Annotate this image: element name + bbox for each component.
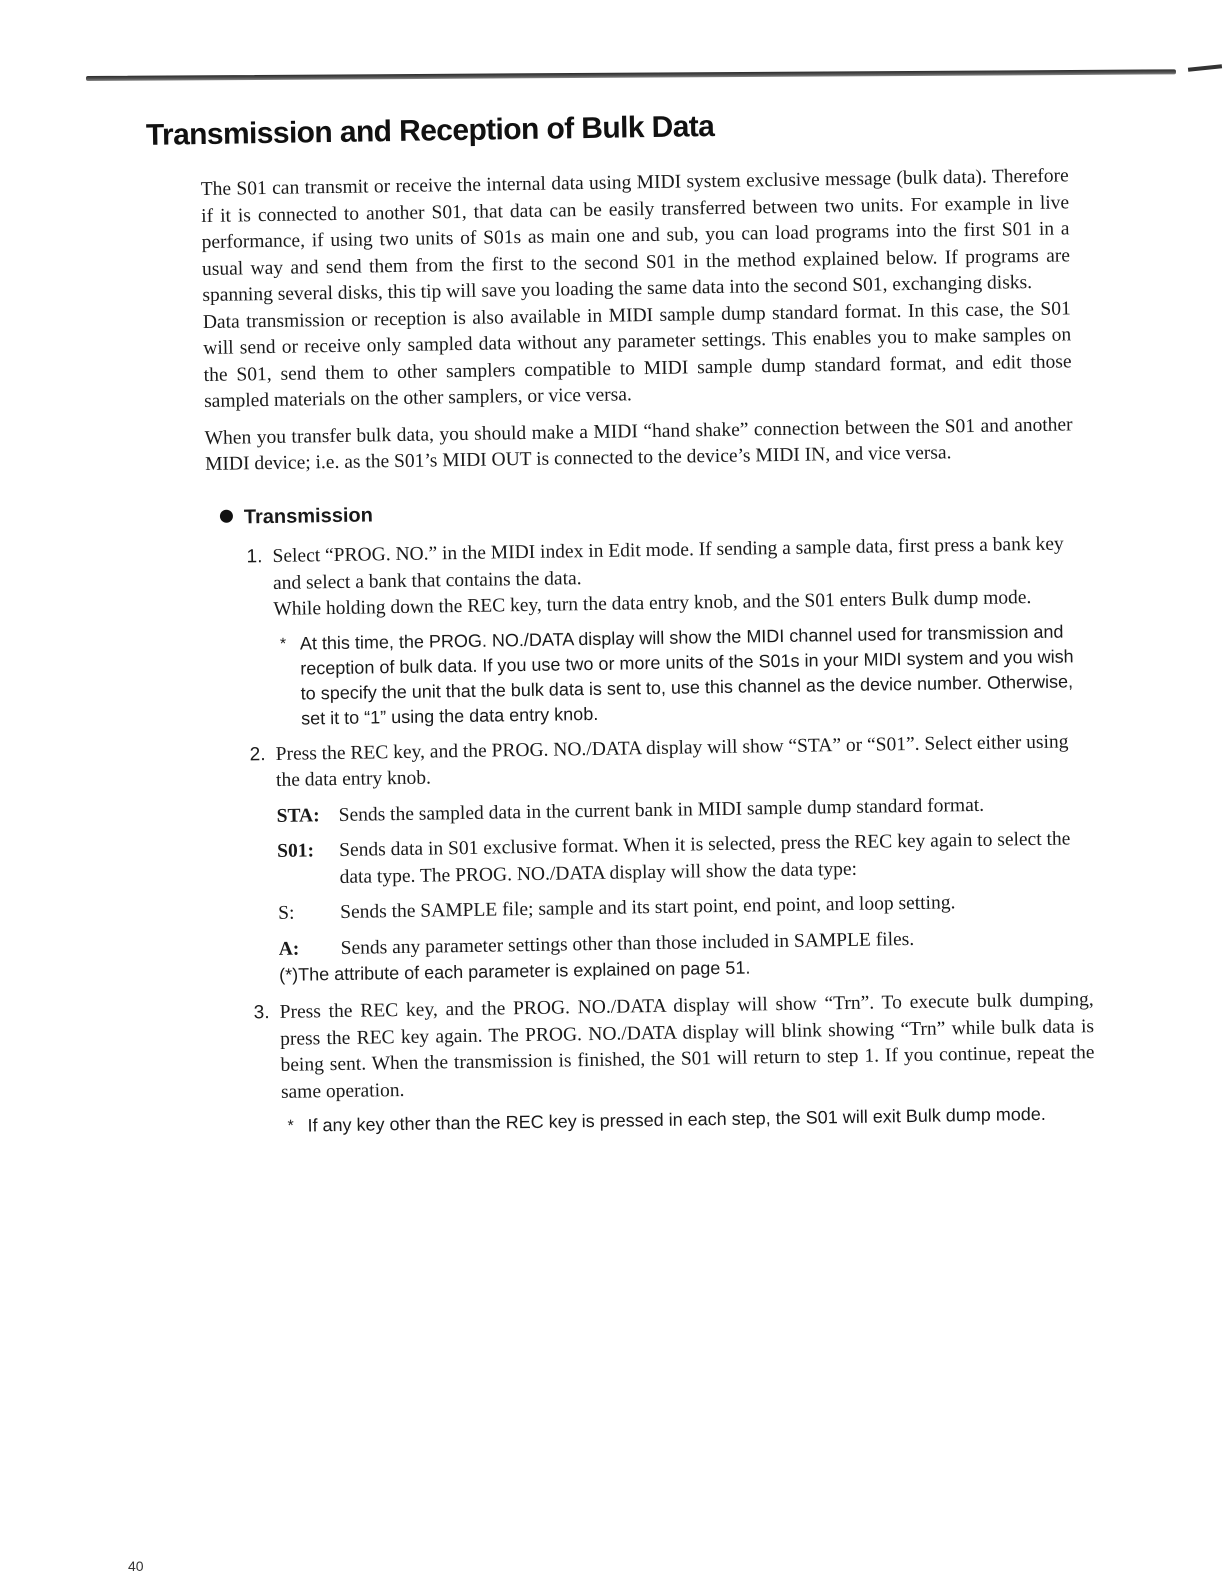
step-1-text-2: While holding down the REC key, turn the data entry knob, and the S01 enters Bulk dump mode. bbox=[273, 587, 1032, 620]
step-number: 2. bbox=[249, 743, 266, 765]
step-number: 3. bbox=[253, 1002, 270, 1024]
definition-item bbox=[278, 888, 1092, 927]
step-1-text: Select “PROG. NO.” in the MIDI index in Edit mode. If sending a sample data, first press a bank key and select a bank that contains the data. bbox=[272, 533, 1064, 594]
definition-desc: Sends the sampled data in the current bank in MIDI sample dump standard format. bbox=[338, 794, 985, 826]
intro-paragraph-1: The S01 can transmit or receive the internal data using MIDI system exclusive message (bulk data). Therefore if it is connected to another S01, that data can be easily transferred between two units. For example in live performance, if using two units of S01s as main one and sub, you can load programs into the first S01 in a usual way and send them from the first to the second S01 in the method explained below. If programs are spanning several disks, this tip will save you loading the same data into the second S01, exchanging disks. bbox=[200, 165, 1071, 307]
intro-paragraph-2: Data transmission or reception is also available in MIDI sample dump standard format. In this case, the S01 will send or receive only sampled data without any parameter settings. This enables you to make samples on the S01, send them to other samplers compatible to MIDI sample dump standard format, and edit those sampled materials on the other samplers, or vice versa. bbox=[202, 297, 1072, 413]
intro-section bbox=[201, 163, 1074, 478]
definition-desc: Sends the SAMPLE file; sample and its start point, end point, and loop setting. bbox=[339, 892, 956, 923]
step-3 bbox=[254, 987, 1096, 1139]
definition-term: S: bbox=[278, 902, 295, 924]
step-3-note-text: If any key other than the REC key is pressed in each step, the S01 will exit Bulk dump mode. bbox=[307, 1103, 1046, 1136]
attribute-note: (*)The attribute of each parameter is explained on page 51. bbox=[278, 957, 751, 985]
step-1-note bbox=[274, 619, 1089, 732]
definition-list bbox=[276, 791, 1092, 963]
step-1-note-text: At this time, the PROG. NO./DATA display will show the MIDI channel used for transmission and reception of bulk data. If you use two or more units of the S01s in your MIDI system and you wish to specify the unit that the bulk data is sent to, use this channel as the device number. Otherwise, set it to “1” using the data entry knob. bbox=[299, 621, 1074, 729]
step-2 bbox=[249, 729, 1093, 989]
bullet-icon bbox=[220, 510, 233, 523]
asterisk-icon: * bbox=[287, 1117, 294, 1135]
definition-term: A: bbox=[278, 938, 300, 960]
step-2-text: Press the REC key, and the PROG. NO./DATA display will show “STA” or “S01”. Select either using the data entry knob. bbox=[275, 730, 1069, 791]
page-number: 40 bbox=[128, 1558, 144, 1574]
definition-item bbox=[277, 826, 1092, 892]
step-number: 1. bbox=[246, 546, 263, 568]
step-3-note bbox=[281, 1101, 1095, 1139]
transmission-heading-label: Transmission bbox=[243, 504, 374, 529]
transmission-heading bbox=[220, 504, 373, 529]
page-title: Transmission and Reception of Bulk Data bbox=[145, 109, 715, 152]
definition-item bbox=[276, 791, 1090, 830]
definition-term: STA: bbox=[276, 804, 320, 827]
definition-desc: Sends data in S01 exclusive format. When it is selected, press the REC key again to select the data type. The PROG. NO./DATA display will show the data type: bbox=[339, 828, 1071, 888]
step-3-text: Press the REC key, and the PROG. NO./DATA display will show “Trn”. To execute bulk dumping, press the REC key again. The PROG. NO./DATA display will blink showing “Trn” while bulk data is being sent. When the transmission is finished, the S01 will return to step 1. If you continue, repeat the same operation. bbox=[279, 989, 1095, 1103]
intro-paragraph-3: When you transfer bulk data, you should make a MIDI “hand shake” connection between the S01 and another MIDI device; i.e. as the S01’s MIDI OUT is connected to the device’s MIDI IN, and vice versa. bbox=[204, 413, 1073, 476]
definition-desc: Sends any parameter settings other than those included in SAMPLE files. bbox=[340, 928, 915, 959]
asterisk-icon: * bbox=[279, 635, 287, 653]
definition-term: S01: bbox=[277, 840, 315, 862]
step-1 bbox=[246, 531, 1089, 732]
transmission-steps bbox=[246, 531, 1095, 1139]
